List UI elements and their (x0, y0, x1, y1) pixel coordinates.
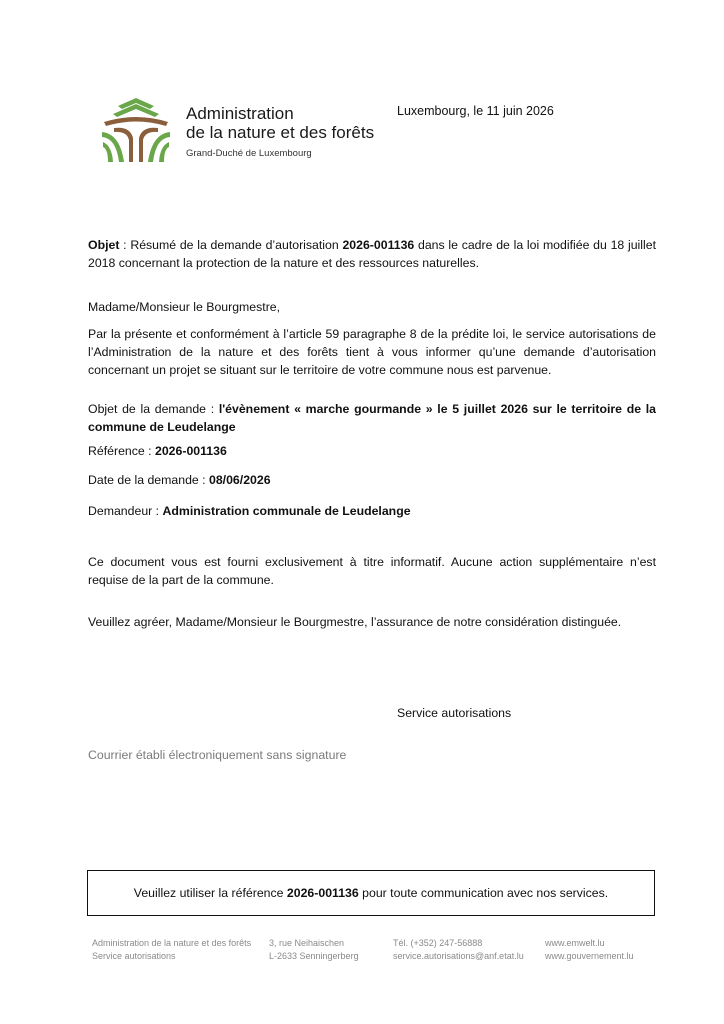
footer-phone: Tél. (+352) 247-56888 (393, 938, 483, 948)
reference-label: Référence : (88, 444, 155, 458)
applicant-line (88, 502, 656, 520)
footer-service: Service autorisations (92, 951, 176, 961)
reference-value: 2026-001136 (155, 444, 227, 458)
org-name-block (186, 104, 374, 159)
info-paragraph: Ce document vous est fourni exclusivement à titre informatif. Aucune action supplémentaire n’est requise de la part de la commune. (88, 555, 656, 587)
refbox-pre: Veuillez utiliser la référence (133, 886, 287, 900)
footer-street: 3, rue Neihaischen (269, 938, 345, 948)
service-signature: Service autorisations (397, 706, 512, 720)
subject-post: dans le cadre de la loi modifiée du 18 juillet 2018 concernant la protection de la nature et des ressources naturelles. (88, 238, 656, 270)
subject-label: Objet (88, 238, 120, 252)
footer-website-link-1[interactable]: www.emwelt.lu (545, 938, 605, 948)
footer-city: L-2633 Senningerberg (269, 951, 359, 961)
no-signature-note: Courrier établi électroniquement sans signature (88, 748, 347, 762)
reference-line (88, 442, 656, 460)
request-date-value: 08/06/2026 (209, 473, 271, 487)
request-object-label: Objet de la demande : (88, 402, 219, 416)
request-date-label: Date de la demande : (88, 473, 209, 487)
applicant-value: Administration communale de Leudelange (162, 504, 411, 518)
footer-email-link[interactable]: service.autorisations@anf.etat.lu (393, 951, 524, 961)
request-object (88, 400, 656, 436)
request-date-line (88, 471, 656, 489)
refbox-reference: 2026-001136 (286, 886, 359, 900)
refbox-post: pour toute communication avec nos services. (358, 886, 609, 900)
footer-col-org (92, 937, 251, 963)
footer-org-name: Administration de la nature et des forêts (92, 938, 252, 948)
request-object-value: l'évènement « marche gourmande » le 5 juillet 2026 sur le territoire de la commune de Leudelange (88, 402, 656, 434)
closing-paragraph: Veuillez agréer, Madame/Monsieur le Bourgmestre, l’assurance de notre considération distinguée. (88, 615, 622, 629)
footer-col-contact (393, 937, 524, 963)
applicant-label: Demandeur : (88, 504, 163, 518)
footer-col-web (545, 937, 634, 963)
subject-pre: : Résumé de la demande d’autorisation (119, 238, 343, 252)
intro-paragraph: Par la présente et conformément à l’article 59 paragraphe 8 de la prédite loi, le service autorisations de l’Administration de la nature et des forêts tient à vous informer qu’une demande d’autorisation concernant un projet se situant sur le territoire de votre commune nous est parvenue. (88, 327, 656, 377)
org-subtitle: Grand-Duché de Luxembourg (186, 148, 312, 159)
footer-col-address (269, 937, 359, 963)
footer-website-link-2[interactable]: www.gouvernement.lu (545, 951, 634, 961)
org-name-line1: Administration (186, 104, 294, 123)
anf-logo (100, 96, 172, 164)
place-date: Luxembourg, le 11 juin 2026 (397, 104, 554, 118)
reference-box (87, 870, 655, 916)
org-name-line2: de la nature et des forêts (186, 123, 375, 142)
subject-paragraph (88, 236, 656, 272)
salutation: Madame/Monsieur le Bourgmestre, (88, 300, 281, 314)
subject-reference: 2026-001136 (342, 238, 415, 252)
